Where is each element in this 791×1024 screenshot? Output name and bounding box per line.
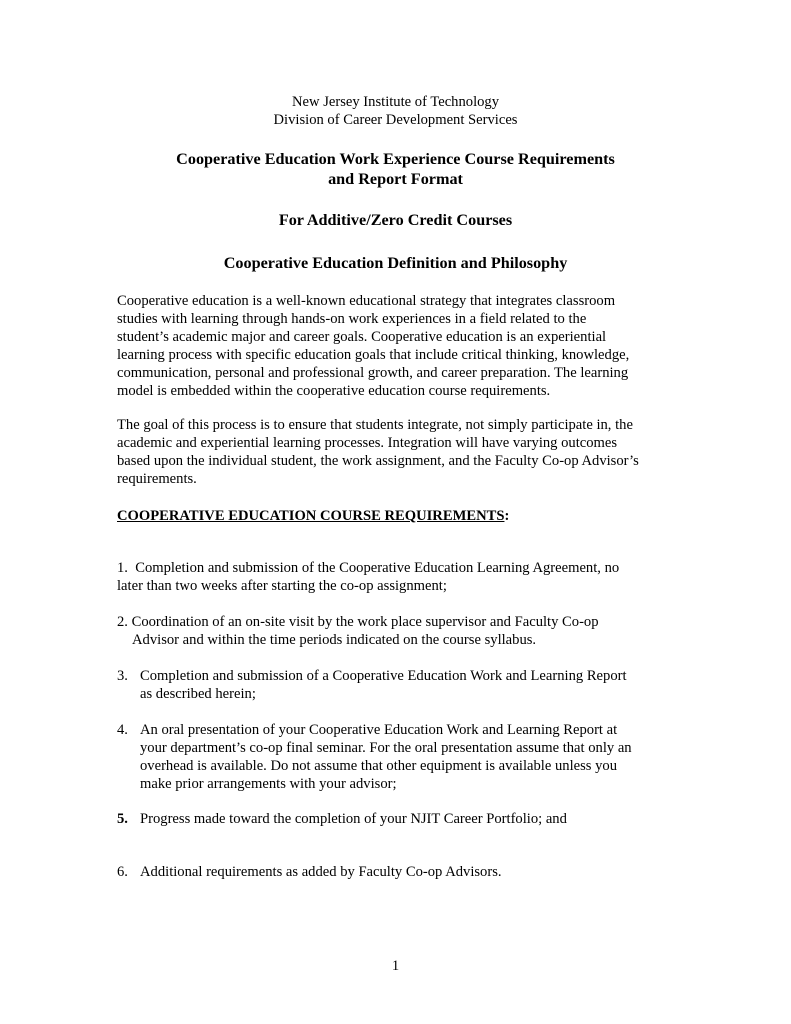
requirement-item-6 bbox=[117, 863, 677, 881]
requirement-number: 2. bbox=[117, 614, 128, 630]
paragraph-line: Cooperative education is a well-known educational strategy that integrates classroom bbox=[117, 293, 616, 309]
requirement-line: Progress made toward the completion of your NJIT Career Portfolio; and bbox=[140, 811, 567, 827]
paragraph-line: academic and experiential learning processes. Integration will have varying outcomes bbox=[117, 435, 618, 451]
requirement-line: Additional requirements as added by Faculty Co-op Advisors. bbox=[140, 864, 502, 880]
requirement-line: make prior arrangements with your advisor; bbox=[140, 776, 397, 792]
definition-paragraph-2 bbox=[117, 416, 682, 488]
paragraph-line: student’s academic major and career goals. Cooperative education is an experiential bbox=[117, 329, 607, 345]
requirements-heading-text: COOPERATIVE EDUCATION COURSE REQUIREMENTS bbox=[117, 508, 505, 524]
paragraph-line: studies with learning through hands-on work experiences in a field related to the bbox=[117, 311, 587, 327]
requirement-body bbox=[140, 810, 677, 828]
requirement-item-4 bbox=[117, 721, 677, 793]
definition-heading: Cooperative Education Definition and Philosophy bbox=[223, 254, 568, 272]
requirement-line: as described herein; bbox=[140, 686, 256, 702]
requirement-line: Advisor and within the time periods indicated on the course syllabus. bbox=[132, 632, 537, 648]
requirement-line: overhead is available. Do not assume that other equipment is available unless you bbox=[140, 758, 618, 774]
paragraph-line: model is embedded within the cooperative education course requirements. bbox=[117, 383, 551, 399]
document-subtitle: For Additive/Zero Credit Courses bbox=[278, 211, 513, 229]
requirement-number: 3. bbox=[117, 668, 128, 684]
requirement-body bbox=[140, 863, 677, 881]
paragraph-line: communication, personal and professional growth, and career preparation. The learning bbox=[117, 365, 629, 381]
requirement-number: 5. bbox=[117, 811, 128, 827]
requirement-number: 1. bbox=[117, 560, 128, 576]
requirement-line bbox=[117, 613, 677, 631]
document-title-line2: and Report Format bbox=[328, 170, 463, 188]
requirement-item-1 bbox=[117, 559, 677, 595]
requirement-body bbox=[140, 667, 677, 703]
page-number: 1 bbox=[391, 958, 400, 974]
requirement-number: 4. bbox=[117, 722, 128, 738]
requirement-body bbox=[140, 721, 677, 793]
requirement-text: Coordination of an on-site visit by the work place supervisor and Faculty Co-op bbox=[131, 614, 599, 630]
requirement-line: your department’s co-op final seminar. For the oral presentation assume that only an bbox=[140, 740, 632, 756]
paragraph-line: The goal of this process is to ensure that students integrate, not simply participate in, the bbox=[117, 417, 633, 433]
paragraph-line: requirements. bbox=[117, 471, 197, 487]
division-name: Division of Career Development Services bbox=[273, 112, 518, 128]
requirement-item-2 bbox=[117, 613, 677, 649]
requirement-number: 6. bbox=[117, 864, 128, 880]
requirements-heading-colon: : bbox=[504, 508, 510, 524]
requirement-item-5 bbox=[117, 810, 677, 828]
paragraph-line: learning process with specific education goals that include critical thinking, knowledge, bbox=[117, 347, 630, 363]
requirement-text: Completion and submission of the Cooperative Education Learning Agreement, no bbox=[135, 560, 620, 576]
requirement-item-3 bbox=[117, 667, 677, 703]
requirement-line bbox=[117, 559, 677, 577]
institution-name: New Jersey Institute of Technology bbox=[291, 94, 500, 110]
document-title-line1: Cooperative Education Work Experience Course Requirements bbox=[176, 150, 615, 168]
requirement-line: An oral presentation of your Cooperative Education Work and Learning Report at bbox=[140, 722, 618, 738]
requirement-line: Completion and submission of a Cooperative Education Work and Learning Report bbox=[140, 668, 627, 684]
requirement-line: later than two weeks after starting the co-op assignment; bbox=[117, 578, 447, 594]
definition-paragraph-1 bbox=[117, 292, 682, 400]
requirements-heading bbox=[117, 507, 509, 525]
paragraph-line: based upon the individual student, the work assignment, and the Faculty Co-op Advisor’s bbox=[117, 453, 639, 469]
